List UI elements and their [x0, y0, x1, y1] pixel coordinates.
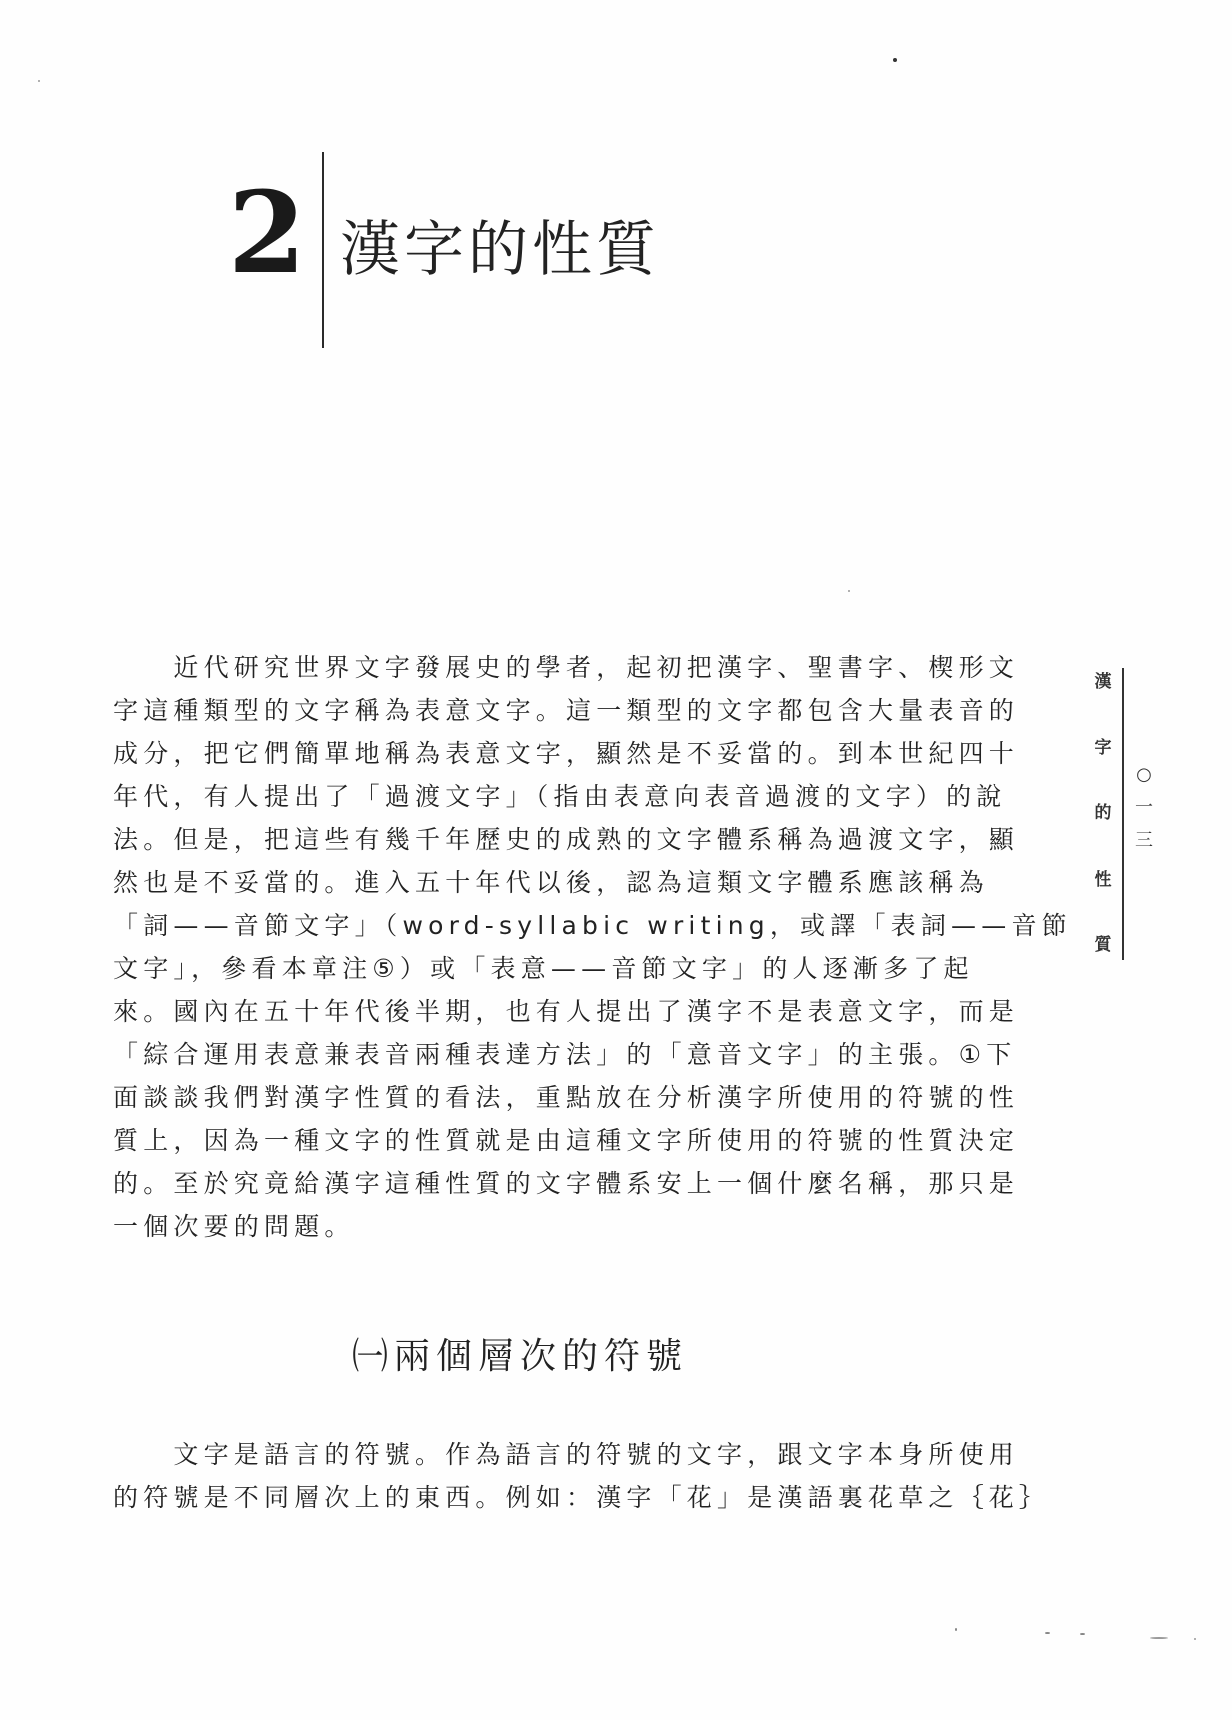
paragraph-line: 近代研究世界文字發展史的學者，起初把漢字、聖書字、楔形文 [113, 653, 1020, 682]
paragraph-line: 然也是不妥當的。進入五十年代以後，認為這類文字體系應該稱為 [113, 868, 989, 897]
paragraph-line: 字這種類型的文字稱為表意文字。這一類型的文字都包含大量表音的 [113, 696, 1020, 725]
page-number-digit: 三 [1135, 830, 1153, 851]
scan-speck [1150, 1637, 1168, 1639]
page-number-digit: 一 [1135, 797, 1153, 818]
paragraph-line: 文字是語言的符號。作為語言的符號的文字，跟文字本身所使用 [113, 1440, 1020, 1469]
page-number-digit: ○ [1136, 764, 1152, 785]
paragraph-line: 的。至於究竟給漢字這種性質的文字體系安上一個什麼名稱，那只是 [113, 1169, 1020, 1198]
section-paragraph [113, 1433, 1050, 1519]
chapter-number: 2 [228, 168, 306, 299]
paragraph-line: 面談談我們對漢字性質的看法，重點放在分析漢字所使用的符號的性 [113, 1083, 1020, 1112]
paragraph-line: 的符號是不同層次上的東西。例如：漢字「花」是漢語裏花草之｛花｝ [113, 1483, 1050, 1512]
paragraph-line: 法。但是，把這些有幾千年歷史的成熟的文字體系稱為過渡文字，顯 [113, 825, 1020, 854]
paragraph-line: 來。國內在五十年代後半期，也有人提出了漢字不是表意文字，而是 [113, 997, 1020, 1026]
running-head-char: 性 [1094, 870, 1112, 890]
scan-speck [1080, 1633, 1085, 1635]
paragraph-line: 一個次要的問題。 [113, 1212, 355, 1241]
scan-speck [1045, 1632, 1050, 1634]
scan-speck [38, 80, 40, 82]
scan-speck [893, 58, 897, 62]
paragraph-line: 年代，有人提出了「過渡文字」（指由表意向表音過渡的文字）的說 [113, 782, 1007, 811]
running-head-char: 字 [1094, 738, 1112, 758]
scan-speck [1194, 1638, 1196, 1640]
chapter-divider-rule [322, 152, 324, 348]
paragraph-line: 文字」，參看本章注⑤）或「表意——音節文字」的人逐漸多了起 [113, 954, 974, 983]
scan-speck [848, 590, 850, 592]
chapter-title: 漢字的性質 [340, 215, 660, 285]
paragraph-line: 「綜合運用表意兼表音兩種表達方法」的「意音文字」的主張。①下 [113, 1040, 1017, 1069]
section-heading: ㈠兩個層次的符號 [352, 1336, 689, 1377]
running-head-char: 質 [1094, 935, 1112, 955]
paragraph-line: 成分，把它們簡單地稱為表意文字，顯然是不妥當的。到本世紀四十 [113, 739, 1020, 768]
running-head-char: 的 [1094, 803, 1112, 823]
margin-divider-rule [1122, 668, 1124, 960]
running-head-char: 漢 [1094, 672, 1112, 692]
scan-speck [955, 1628, 957, 1631]
paragraph-line: 「詞——音節文字」（word-syllabic writing，或譯「表詞——音節 [113, 911, 1072, 940]
intro-paragraph [113, 646, 1072, 1248]
paragraph-line: 質上，因為一種文字的性質就是由這種文字所使用的符號的性質決定 [113, 1126, 1020, 1155]
